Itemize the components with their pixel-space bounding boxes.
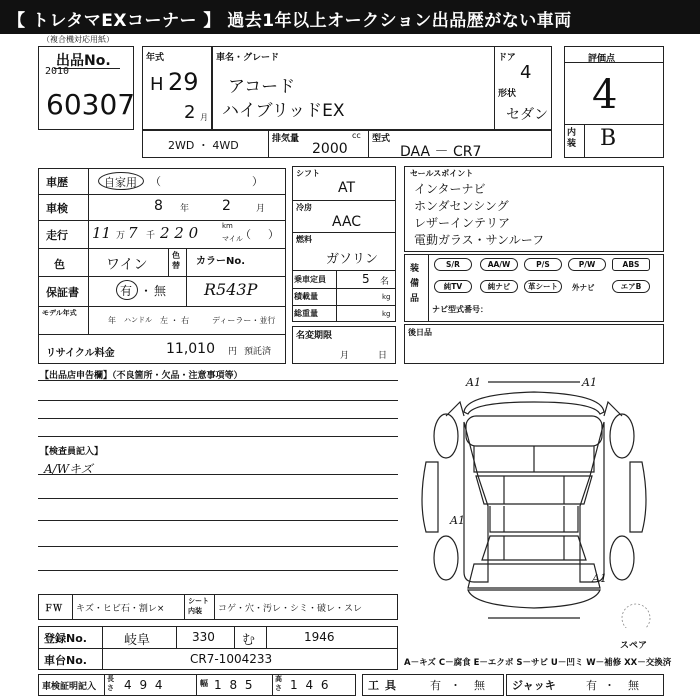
model-name: アコード xyxy=(228,77,296,97)
length-value: 4 9 4 xyxy=(124,678,165,692)
sales-point-3: 電動ガラス・サンルーフ xyxy=(414,233,545,247)
color-change-label: 色替 xyxy=(172,251,180,270)
height-label: 高さ xyxy=(275,675,282,692)
equip-tv: 純TV xyxy=(434,280,472,293)
equip-ps: P/S xyxy=(524,258,562,271)
recycle-status: 預託済 xyxy=(244,347,272,357)
doors-label: ドア xyxy=(498,53,516,63)
body-type-label: 形状 xyxy=(498,89,517,99)
sub-header: （複合機対応用紙） xyxy=(42,35,114,44)
warranty-sep: ・ xyxy=(140,284,153,298)
body-type-value: セダン xyxy=(506,107,549,123)
diagram-mark-0: A1 xyxy=(466,376,481,389)
equipment-label: 装備品 xyxy=(410,264,420,304)
spare-label: スペア xyxy=(620,641,648,651)
inspection-month-unit: 月 xyxy=(256,204,266,214)
inspector-notes-text: A/Wキズ xyxy=(44,462,93,476)
history-value: 自家用 xyxy=(104,176,137,189)
model-code-value: DAA － CR7 xyxy=(400,144,482,160)
year-era: H xyxy=(150,74,164,95)
score-label: 評価点 xyxy=(588,54,616,64)
width-label: 幅 xyxy=(200,679,208,688)
recycle-value: 11,010 xyxy=(166,341,215,357)
lot-year-tag: 2010 xyxy=(45,66,70,77)
tools-sep: ・ xyxy=(450,679,461,692)
equip-leather: 革シート xyxy=(524,280,562,293)
mileage-man: 11 xyxy=(92,224,112,242)
width-value: 1 8 5 xyxy=(214,678,255,692)
mileage-unit-mile: マイル xyxy=(222,235,243,243)
shift-label: シフト xyxy=(296,169,320,178)
diagram-mark-3: A1 xyxy=(592,572,607,585)
length-label: 長さ xyxy=(107,675,114,692)
jack-no: 無 xyxy=(628,679,639,692)
mileage-sen-digit: 7 xyxy=(128,224,138,242)
inspection-month: 2 xyxy=(222,198,231,214)
model-year-year: 年 xyxy=(108,316,116,325)
ac-label: 冷房 xyxy=(296,203,312,212)
interior-label: 内装 xyxy=(567,128,577,149)
tools-label: 工具 xyxy=(368,679,402,692)
mileage-man-unit: 万 xyxy=(116,231,126,241)
color-no-value: R543P xyxy=(204,280,258,299)
sales-points-label: セールスポイント xyxy=(410,169,474,178)
registration-label: 登録No. xyxy=(44,632,87,645)
seller-notes-label: 【出品店申告欄】（不良箇所・欠品・注意事項等） xyxy=(40,371,243,381)
car-diagram xyxy=(404,372,664,628)
sales-point-0: インターナビ xyxy=(414,182,486,196)
registration-region: 岐阜 xyxy=(124,633,151,648)
inspection-label: 車検 xyxy=(46,202,68,215)
chassis-value: CR7-1004233 xyxy=(190,652,273,666)
history-label: 車歴 xyxy=(46,176,68,189)
after-parts-box xyxy=(404,324,664,364)
after-parts-label: 後日品 xyxy=(408,328,432,337)
gross-label: 総重量 xyxy=(294,309,318,318)
tools-yes: 有 xyxy=(430,679,441,692)
history-paren-open: （ xyxy=(150,175,161,188)
warranty-yes: 有 xyxy=(120,284,133,298)
chassis-label: 車台No. xyxy=(44,654,87,667)
interior-value: B xyxy=(600,126,617,151)
load-label: 積載量 xyxy=(294,292,318,301)
recycle-unit: 円 xyxy=(228,347,238,357)
tools-no: 無 xyxy=(474,679,485,692)
name-label: 車名・グレード xyxy=(216,53,280,63)
displacement-label: 排気量 xyxy=(272,134,300,144)
fuel-value: ガソリン xyxy=(326,252,379,267)
history-paren-close: ） xyxy=(252,175,263,188)
displacement-unit: cc xyxy=(352,131,361,140)
model-code-label: 型式 xyxy=(372,134,391,144)
equip-ext-navi: 外ナビ xyxy=(572,283,595,292)
height-value: 1 4 6 xyxy=(290,678,331,692)
equip-navi: 純ナビ xyxy=(480,280,518,293)
drive-text: 2WD ・ 4WD xyxy=(168,139,239,152)
banner-text: 【 トレタマEXコーナー 】 過去1年以上オークション出品歴がない車両 xyxy=(8,11,572,31)
damage-codes: A－キズ C－腐食 E－エクボ S－サビ U－凹ミ W－補修 XX－交換済 xyxy=(404,658,672,668)
legend-fw-items: キズ・ヒビ石・割レ× xyxy=(76,604,165,614)
registration-class: 330 xyxy=(192,630,215,644)
mileage-paren-close: ） xyxy=(268,228,279,241)
mileage-label: 走行 xyxy=(46,229,68,242)
year-month-unit: 月 xyxy=(200,113,208,122)
changed-date-month: 月 xyxy=(340,351,350,361)
warranty-no: 無 xyxy=(154,284,167,298)
mileage-paren-open: （ xyxy=(240,228,251,241)
doors-value: 4 xyxy=(520,62,532,83)
gross-unit: kg xyxy=(382,310,391,318)
capacity-value: 5 xyxy=(362,272,370,286)
model-year-dealer: ディーラー・並行 xyxy=(212,316,276,325)
score-value: 4 xyxy=(592,72,618,118)
model-year-handle: ハンドル xyxy=(124,316,152,324)
changed-date-day: 日 xyxy=(378,351,388,361)
ac-value: AAC xyxy=(332,214,362,230)
equip-sr: S/R xyxy=(434,258,472,271)
year-label: 年式 xyxy=(146,53,165,63)
registration-number: 1946 xyxy=(304,630,335,644)
year-value: 29 xyxy=(168,68,199,96)
equip-aaw: AA/W xyxy=(480,258,518,271)
sales-point-2: レザーインテリア xyxy=(414,216,511,230)
certificate-label: 車検証明記入 xyxy=(42,682,97,692)
mileage-sen-unit: 千 xyxy=(146,231,156,241)
mileage-unit-km: km xyxy=(222,222,233,230)
sales-point-1: ホンダセンシング xyxy=(414,199,509,213)
displacement-value: 2000 xyxy=(312,141,348,157)
grade-name: ハイブリッドEX xyxy=(222,101,345,121)
jack-label: ジャッキ xyxy=(512,679,556,692)
inspection-year-unit: 年 xyxy=(180,204,190,214)
color-no-label: カラーNo. xyxy=(196,256,246,267)
legend-seat-label: シート内装 xyxy=(188,597,209,615)
load-unit: kg xyxy=(382,293,391,301)
diagram-mark-1: A1 xyxy=(582,376,597,389)
fuel-label: 燃料 xyxy=(296,235,312,244)
year-month: 2 xyxy=(184,102,196,123)
recycle-label: リサイクル料金 xyxy=(46,348,115,359)
mileage-rest: 2 2 0 xyxy=(160,224,199,242)
equip-abs: ABS xyxy=(612,258,650,271)
capacity-label: 乗車定員 xyxy=(294,275,326,284)
capacity-unit: 名 xyxy=(380,277,390,287)
model-year-label: モデル年式 xyxy=(42,309,77,317)
registration-kana: む xyxy=(242,633,256,648)
jack-yes: 有 xyxy=(586,679,597,692)
color-value: ワイン xyxy=(106,257,148,273)
jack-sep: ・ xyxy=(604,679,615,692)
equip-pw: P/W xyxy=(568,258,606,271)
inspector-notes-label: 【検査員記入】 xyxy=(40,447,104,457)
legend-seat-items: コゲ・穴・汚レ・シミ・破レ・スレ xyxy=(218,604,363,614)
diagram-mark-2: A1 xyxy=(450,514,465,527)
equip-airbag: エアB xyxy=(612,280,650,293)
inspection-year: 8 xyxy=(154,198,163,214)
lot-label: 出品No. xyxy=(56,53,111,69)
warranty-label: 保証書 xyxy=(46,286,79,299)
equip-note: ナビ型式番号： xyxy=(432,305,488,314)
changed-date-label: 名変期限 xyxy=(296,331,333,341)
model-year-lr: 左 ・ 右 xyxy=(160,316,190,325)
legend-fw: ＦＷ xyxy=(44,604,63,614)
color-label: 色 xyxy=(54,258,65,271)
lot-number: 60307 xyxy=(46,88,136,121)
shift-value: AT xyxy=(338,180,356,196)
